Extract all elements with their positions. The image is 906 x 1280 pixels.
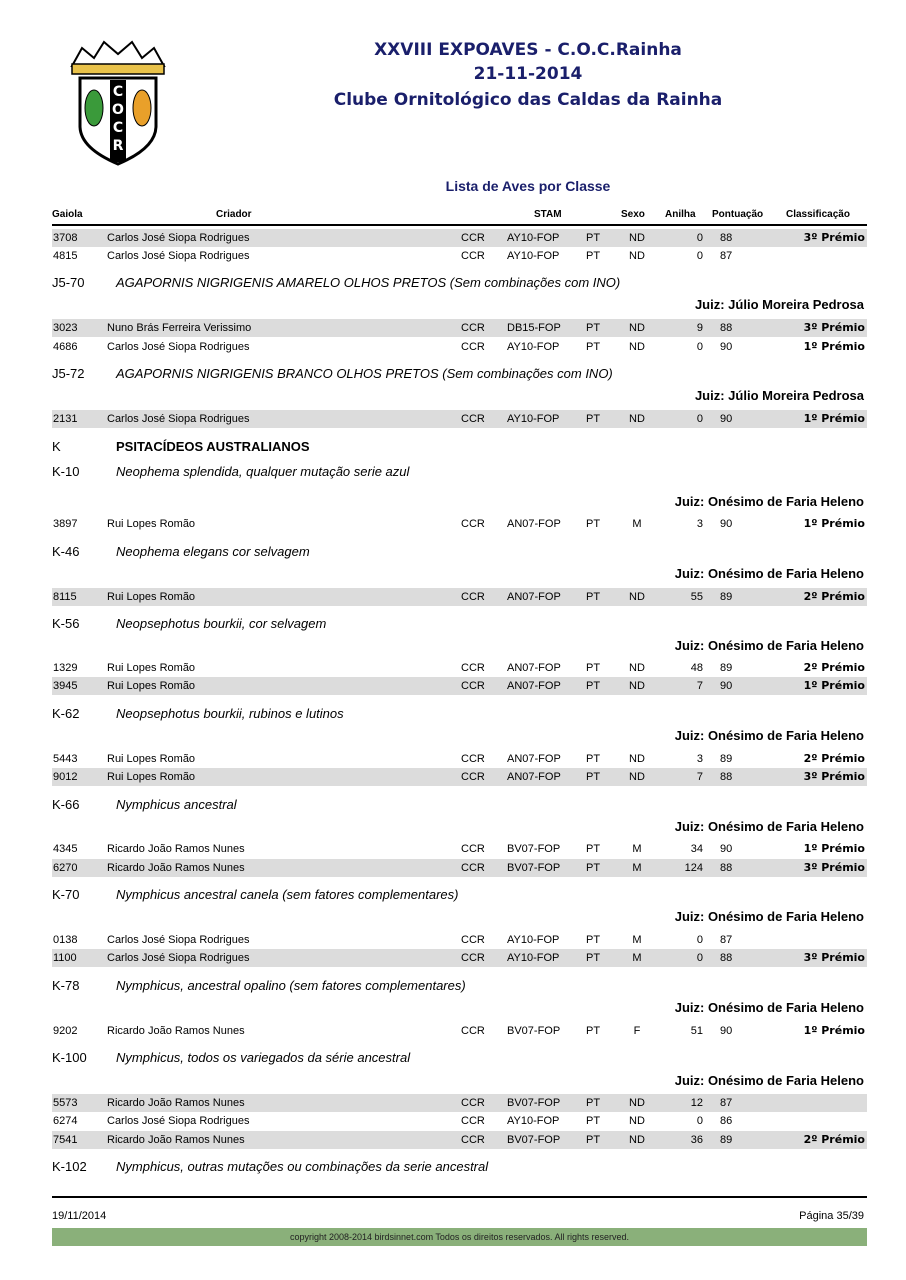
class-code: K-56	[52, 616, 80, 631]
stam-code: AN07-FOP	[507, 753, 561, 765]
logo-letter-r: R	[112, 138, 124, 154]
classification: 1º Prémio	[803, 842, 865, 855]
stam-code: DB15-FOP	[507, 322, 561, 334]
classification: 1º Prémio	[803, 340, 865, 353]
classification: 2º Prémio	[803, 752, 865, 765]
class-section	[52, 275, 867, 295]
cage-number: 6274	[53, 1115, 78, 1127]
ring-number: 0	[696, 341, 703, 353]
ring-number: 0	[696, 232, 703, 244]
judge-name: Juiz: Onésimo de Faria Heleno	[674, 1000, 864, 1015]
country-code: PT	[586, 1097, 601, 1109]
score: 87	[720, 934, 733, 946]
stam-code: BV07-FOP	[507, 843, 561, 855]
bird-sex: ND	[629, 753, 645, 765]
event-title: XXVIII EXPOAVES - C.O.C.Rainha	[374, 40, 682, 60]
bird-sex: M	[632, 843, 642, 855]
class-code: K-62	[52, 706, 80, 721]
stam-code: AY10-FOP	[507, 1115, 560, 1127]
classification: 3º Prémio	[803, 770, 865, 783]
page-number: Página 35/39	[799, 1210, 864, 1222]
cage-number: 5443	[53, 753, 78, 765]
stam-code: AY10-FOP	[507, 952, 560, 964]
club-code: CCR	[461, 232, 485, 244]
bird-sex: ND	[629, 250, 645, 262]
club-code: CCR	[461, 1097, 485, 1109]
country-code: PT	[586, 250, 601, 262]
judge-name: Juiz: Onésimo de Faria Heleno	[674, 819, 864, 834]
class-section	[52, 1050, 867, 1070]
cage-number: 4345	[53, 843, 78, 855]
club-code: CCR	[461, 322, 485, 334]
class-code: K-102	[52, 1159, 87, 1174]
stam-code: BV07-FOP	[507, 1134, 561, 1146]
class-name: Neopsephotus bourkii, rubinos e lutinos	[116, 706, 344, 721]
country-code: PT	[586, 232, 601, 244]
logo-letter-o: O	[112, 102, 124, 118]
club-code: CCR	[461, 862, 485, 874]
ring-number: 12	[690, 1097, 703, 1109]
table-row	[52, 859, 867, 877]
col-pontuacao: Pontuação	[712, 209, 764, 220]
judge-name: Juiz: Onésimo de Faria Heleno	[674, 1073, 864, 1088]
table-row	[52, 677, 867, 695]
score: 89	[720, 591, 733, 603]
classification: 1º Prémio	[803, 1024, 865, 1037]
table-row	[52, 1094, 867, 1112]
class-code: K-10	[52, 464, 80, 479]
classification: 1º Prémio	[803, 517, 865, 530]
club-name: Clube Ornitológico das Caldas da Rainha	[333, 90, 723, 110]
ring-number: 3	[696, 753, 703, 765]
classification: 1º Prémio	[803, 679, 865, 692]
stam-code: AY10-FOP	[507, 232, 560, 244]
cage-number: 2131	[53, 413, 78, 425]
bird-sex: ND	[629, 1097, 645, 1109]
classification: 3º Prémio	[803, 861, 865, 874]
class-section	[52, 616, 867, 636]
cage-number: 1329	[53, 662, 78, 674]
country-code: PT	[586, 952, 601, 964]
country-code: PT	[586, 934, 601, 946]
ring-number: 3	[696, 518, 703, 530]
club-code: CCR	[461, 934, 485, 946]
cage-number: 8115	[53, 591, 77, 603]
cage-number: 3708	[53, 232, 78, 244]
bird-sex: ND	[629, 232, 645, 244]
bird-sex: ND	[629, 771, 645, 783]
club-code: CCR	[461, 662, 485, 674]
class-name: Neophema elegans cor selvagem	[116, 544, 310, 559]
table-row	[52, 229, 867, 247]
col-criador: Criador	[216, 209, 252, 220]
score: 88	[720, 232, 733, 244]
country-code: PT	[586, 1025, 601, 1037]
breeder-name: Ricardo João Ramos Nunes	[107, 1134, 245, 1146]
score: 90	[720, 518, 733, 530]
class-section	[52, 366, 867, 386]
club-code: CCR	[461, 1115, 485, 1127]
country-code: PT	[586, 518, 601, 530]
cage-number: 9012	[53, 771, 78, 783]
stam-code: AY10-FOP	[507, 413, 560, 425]
class-name: Nymphicus, outras mutações ou combinações da serie ancestral	[116, 1159, 489, 1174]
page-subtitle: Lista de Aves por Classe	[445, 178, 611, 194]
country-code: PT	[586, 753, 601, 765]
table-row	[52, 247, 867, 265]
club-code: CCR	[461, 591, 485, 603]
class-section	[52, 978, 867, 998]
class-section	[52, 544, 867, 564]
header-rule	[52, 224, 867, 226]
table-row	[52, 588, 867, 606]
classification: 3º Prémio	[803, 951, 865, 964]
table-row	[52, 515, 867, 533]
country-code: PT	[586, 862, 601, 874]
judge-name: Juiz: Júlio Moreira Pedrosa	[694, 297, 864, 312]
judge-name: Juiz: Onésimo de Faria Heleno	[674, 494, 864, 509]
footer-rule	[52, 1196, 867, 1198]
cage-number: 5573	[53, 1097, 78, 1109]
country-code: PT	[586, 413, 601, 425]
table-row	[52, 840, 867, 858]
judge-name: Juiz: Onésimo de Faria Heleno	[674, 909, 864, 924]
logo-letter-c1: C	[112, 84, 124, 100]
score: 90	[720, 843, 733, 855]
class-code: K-66	[52, 797, 80, 812]
country-code: PT	[586, 322, 601, 334]
club-code: CCR	[461, 753, 485, 765]
table-row	[52, 1112, 867, 1130]
cage-number: 4686	[53, 341, 78, 353]
bird-sex: ND	[629, 591, 645, 603]
score: 86	[720, 1115, 733, 1127]
breeder-name: Nuno Brás Ferreira Verissimo	[107, 322, 252, 334]
table-row	[52, 338, 867, 356]
ring-number: 0	[696, 952, 703, 964]
breeder-name: Rui Lopes Romão	[107, 518, 196, 530]
club-code: CCR	[461, 1134, 485, 1146]
cage-number: 6270	[53, 862, 78, 874]
score: 89	[720, 662, 733, 674]
ring-number: 0	[696, 1115, 703, 1127]
breeder-name: Rui Lopes Romão	[107, 771, 196, 783]
score: 90	[720, 413, 733, 425]
bird-sex: ND	[629, 341, 645, 353]
classification: 1º Prémio	[803, 412, 865, 425]
country-code: PT	[586, 680, 601, 692]
ring-number: 0	[696, 250, 703, 262]
bird-sex: ND	[629, 680, 645, 692]
club-code: CCR	[461, 771, 485, 783]
table-row	[52, 410, 867, 428]
club-code: CCR	[461, 413, 485, 425]
ring-number: 51	[690, 1025, 703, 1037]
group-name: PSITACÍDEOS AUSTRALIANOS	[116, 439, 310, 454]
table-row	[52, 319, 867, 337]
cage-number: 1100	[53, 952, 77, 964]
bird-sex: M	[632, 862, 642, 874]
country-code: PT	[586, 771, 601, 783]
ring-number: 0	[696, 934, 703, 946]
country-code: PT	[586, 1115, 601, 1127]
stam-code: BV07-FOP	[507, 1097, 561, 1109]
judge-name: Juiz: Onésimo de Faria Heleno	[674, 566, 864, 581]
score: 88	[720, 952, 733, 964]
score: 88	[720, 322, 733, 334]
ring-number: 9	[696, 322, 703, 334]
score: 89	[720, 1134, 733, 1146]
country-code: PT	[586, 843, 601, 855]
class-name: Nymphicus ancestral canela (sem fatores complementares)	[116, 887, 459, 902]
bird-sex: M	[632, 952, 642, 964]
cage-number: 3945	[53, 680, 78, 692]
score: 88	[720, 862, 733, 874]
breeder-name: Carlos José Siopa Rodrigues	[107, 232, 250, 244]
breeder-name: Ricardo João Ramos Nunes	[107, 862, 245, 874]
table-row	[52, 1022, 867, 1040]
stam-code: AN07-FOP	[507, 771, 561, 783]
class-name: Nymphicus, todos os variegados da série ancestral	[116, 1050, 411, 1065]
club-code: CCR	[461, 952, 485, 964]
breeder-name: Carlos José Siopa Rodrigues	[107, 250, 250, 262]
score: 90	[720, 680, 733, 692]
logo-letter-c2: C	[112, 120, 124, 136]
club-logo	[52, 36, 184, 168]
class-name: Nymphicus ancestral	[116, 797, 237, 812]
club-code: CCR	[461, 341, 485, 353]
class-name: Neophema splendida, qualquer mutação serie azul	[116, 464, 410, 479]
cage-number: 0138	[53, 934, 78, 946]
cage-number: 3023	[53, 322, 78, 334]
ring-number: 36	[690, 1134, 703, 1146]
class-name: AGAPORNIS NIGRIGENIS AMARELO OLHOS PRETOS (Sem combinações com INO)	[116, 275, 621, 290]
breeder-name: Ricardo João Ramos Nunes	[107, 843, 245, 855]
table-row	[52, 949, 867, 967]
classification: 2º Prémio	[803, 1133, 865, 1146]
judge-name: Juiz: Onésimo de Faria Heleno	[674, 728, 864, 743]
stam-code: BV07-FOP	[507, 1025, 561, 1037]
cage-number: 7541	[53, 1134, 78, 1146]
class-section	[52, 706, 867, 726]
bird-sex: ND	[629, 322, 645, 334]
bird-sex: F	[633, 1025, 641, 1037]
footer-date: 19/11/2014	[52, 1210, 107, 1222]
class-name: Neopsephotus bourkii, cor selvagem	[116, 616, 327, 631]
stam-code: AY10-FOP	[507, 341, 560, 353]
breeder-name: Ricardo João Ramos Nunes	[107, 1097, 245, 1109]
class-code: J5-70	[52, 275, 85, 290]
class-code: K-46	[52, 544, 80, 559]
breeder-name: Carlos José Siopa Rodrigues	[107, 952, 250, 964]
country-code: PT	[586, 341, 601, 353]
classification: 2º Prémio	[803, 590, 865, 603]
score: 89	[720, 753, 733, 765]
breeder-name: Ricardo João Ramos Nunes	[107, 1025, 245, 1037]
breeder-name: Rui Lopes Romão	[107, 662, 196, 674]
score: 90	[720, 1025, 733, 1037]
bird-sex: ND	[629, 1134, 645, 1146]
cage-number: 3897	[53, 518, 78, 530]
col-anilha: Anilha	[665, 209, 696, 220]
bird-sex: M	[632, 518, 642, 530]
club-code: CCR	[461, 1025, 485, 1037]
group-code: K	[52, 439, 61, 454]
group-section	[52, 439, 867, 459]
ring-number: 48	[690, 662, 703, 674]
class-code: K-78	[52, 978, 80, 993]
class-section	[52, 797, 867, 817]
table-row	[52, 768, 867, 786]
class-name: Nymphicus, ancestral opalino (sem fatores complementares)	[116, 978, 466, 993]
club-code: CCR	[461, 518, 485, 530]
table-row	[52, 750, 867, 768]
class-code: K-100	[52, 1050, 87, 1065]
class-code: K-70	[52, 887, 80, 902]
breeder-name: Rui Lopes Romão	[107, 591, 196, 603]
class-section	[52, 1159, 867, 1179]
col-sexo: Sexo	[621, 209, 645, 220]
breeder-name: Rui Lopes Romão	[107, 680, 196, 692]
stam-code: AY10-FOP	[507, 250, 560, 262]
stam-code: BV07-FOP	[507, 862, 561, 874]
ring-number: 0	[696, 413, 703, 425]
judge-name: Juiz: Júlio Moreira Pedrosa	[694, 388, 864, 403]
event-date: 21-11-2014	[473, 64, 583, 84]
stam-code: AN07-FOP	[507, 662, 561, 674]
stam-code: AN07-FOP	[507, 680, 561, 692]
cage-number: 4815	[53, 250, 78, 262]
class-section	[52, 887, 867, 907]
ring-number: 7	[696, 680, 703, 692]
table-row	[52, 931, 867, 949]
classification: 3º Prémio	[803, 321, 865, 334]
breeder-name: Carlos José Siopa Rodrigues	[107, 413, 250, 425]
table-row	[52, 1131, 867, 1149]
breeder-name: Carlos José Siopa Rodrigues	[107, 1115, 250, 1127]
classification: 3º Prémio	[803, 231, 865, 244]
stam-code: AN07-FOP	[507, 518, 561, 530]
breeder-name: Rui Lopes Romão	[107, 753, 196, 765]
country-code: PT	[586, 591, 601, 603]
ring-number: 55	[690, 591, 703, 603]
judge-name: Juiz: Onésimo de Faria Heleno	[674, 638, 864, 653]
bird-sex: ND	[629, 662, 645, 674]
score: 87	[720, 1097, 733, 1109]
score: 88	[720, 771, 733, 783]
class-name: AGAPORNIS NIGRIGENIS BRANCO OLHOS PRETOS (Sem combinações com INO)	[116, 366, 613, 381]
score: 87	[720, 250, 733, 262]
stam-code: AY10-FOP	[507, 934, 560, 946]
bird-sex: ND	[629, 1115, 645, 1127]
ring-number: 124	[684, 862, 703, 874]
class-section	[52, 464, 867, 484]
cage-number: 9202	[53, 1025, 78, 1037]
col-classificacao: Classificação	[786, 209, 850, 220]
copyright-bar: copyright 2008-2014 birdsinnet.com Todos os direitos reservados. All rights reserved.	[52, 1228, 867, 1246]
col-gaiola: Gaiola	[52, 209, 83, 220]
table-row	[52, 659, 867, 677]
country-code: PT	[586, 662, 601, 674]
class-code: J5-72	[52, 366, 85, 381]
ring-number: 7	[696, 771, 703, 783]
ring-number: 34	[690, 843, 703, 855]
bird-sex: M	[632, 934, 642, 946]
stam-code: AN07-FOP	[507, 591, 561, 603]
breeder-name: Carlos José Siopa Rodrigues	[107, 341, 250, 353]
club-code: CCR	[461, 843, 485, 855]
breeder-name: Carlos José Siopa Rodrigues	[107, 934, 250, 946]
club-code: CCR	[461, 680, 485, 692]
score: 90	[720, 341, 733, 353]
col-stam: STAM	[534, 209, 562, 220]
country-code: PT	[586, 1134, 601, 1146]
bird-sex: ND	[629, 413, 645, 425]
classification: 2º Prémio	[803, 661, 865, 674]
club-code: CCR	[461, 250, 485, 262]
